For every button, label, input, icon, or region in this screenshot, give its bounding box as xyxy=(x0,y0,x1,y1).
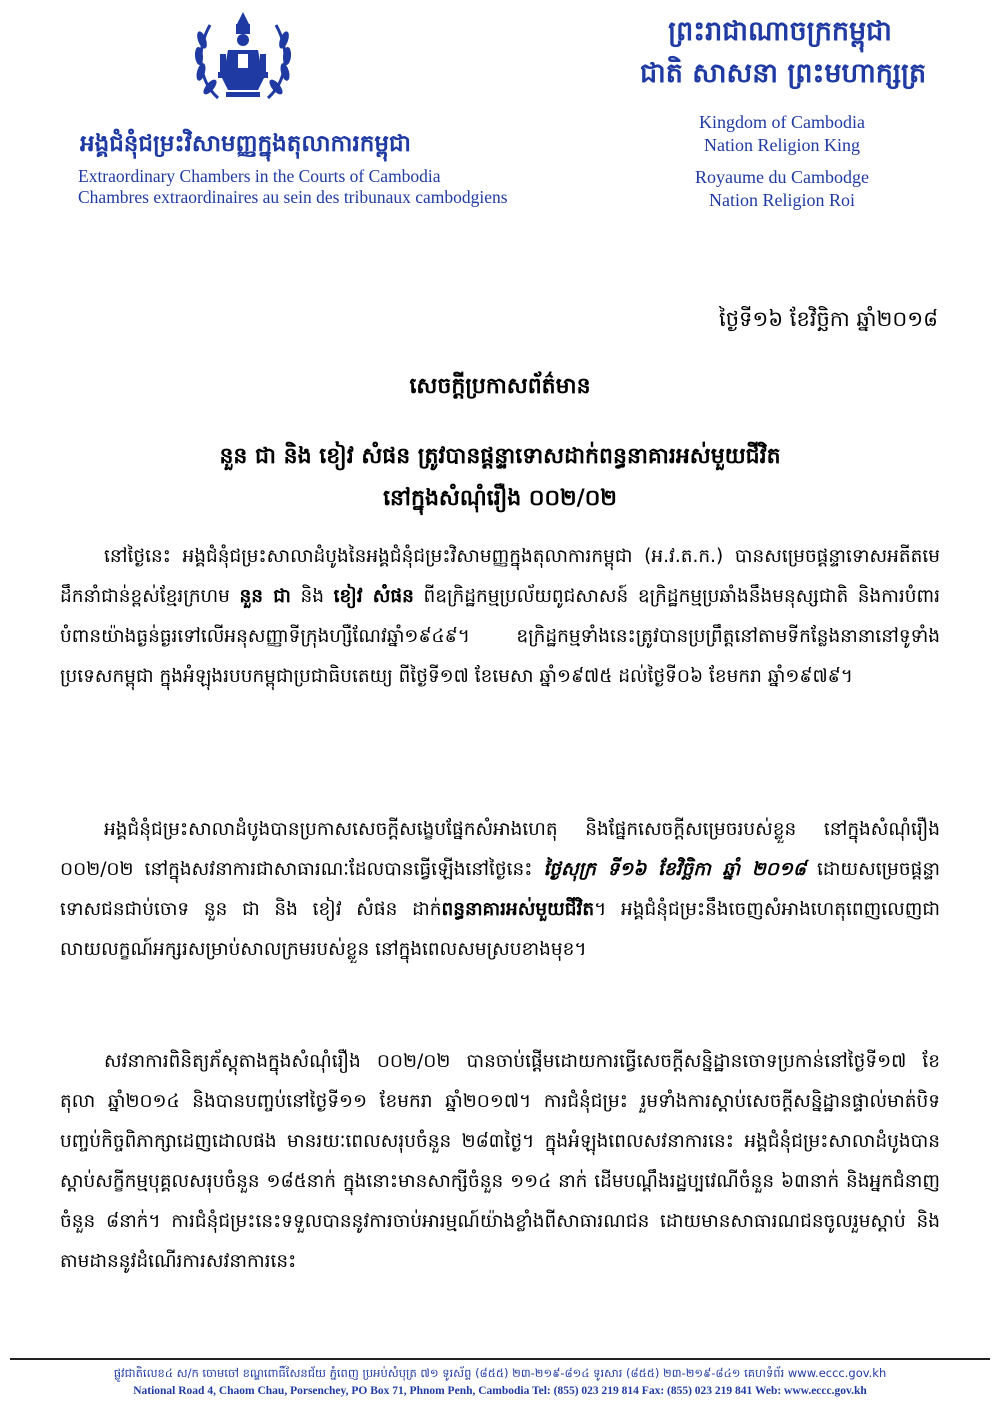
eccc-name-khmer: អង្គជំនុំជម្រះវិសាមញ្ញក្នុងតុលាការកម្ពុជា xyxy=(80,131,411,157)
kingdom-english-line2: Nation Religion King xyxy=(704,135,860,155)
kingdom-french-line2: Nation Religion Roi xyxy=(709,190,855,210)
accused-name-1: នួន ជា xyxy=(239,586,291,607)
sentence-text: ពន្ធនាគារអស់មួយជីវិត xyxy=(441,899,595,920)
document-title: សេចក្តីប្រកាសព័ត៌មាន xyxy=(409,374,591,399)
eccc-emblem-icon xyxy=(188,10,298,110)
footer-divider xyxy=(10,1358,990,1360)
paragraph-2 xyxy=(60,810,940,970)
paragraph-1 xyxy=(60,537,940,697)
letterhead xyxy=(0,0,1000,230)
kingdom-english-line1: Kingdom of Cambodia xyxy=(699,112,865,132)
document-date: ថ្ងៃទី១៦ ខែវិច្ឆិកា ឆ្នាំ២០១៨ xyxy=(719,307,938,331)
judgment-date: ថ្ងៃសុក្រ ទី១៦ ខែវិច្ឆិកា ឆ្នាំ ២០១៨ xyxy=(543,859,806,880)
eccc-name-french: Chambres extraordinaires au sein des tribunaux cambodgiens xyxy=(78,187,508,207)
footer-address-khmer: ផ្លូវជាតិលេខ៤ ស/ក ចោមចៅ ខណ្ឌពោធិ៍សែនជ័យ ភ្នំពេញ ប្រអប់សំបុត្រ ៧១ ទូរស័ព្ទ (៨៥៥) ២៣-២១៩-៨១៤ ទូរសារ (៨៥៥) ២៣-២១៩-៨៤១ គេហទំព័រ www.eccc.gov.kh xyxy=(113,1366,887,1380)
paragraph-1-text-a: នៅថ្ងៃនេះ អង្គជំនុំជម្រះសាលាដំបូងនៃអង្គជំនុំជម្រះវិសាមញ្ញក្នុងតុលាការកម្ពុជា (អ.វ.ត.ក.) បានសម្រេចផ្តន្ទាទោសអតីតមេដឹកនាំជាន់ខ្ពស់ខ្មែរក្រហម xyxy=(60,546,940,607)
subtitle-line2: នៅក្នុងសំណុំរឿង ០០២/០២ xyxy=(383,486,617,511)
eccc-name-english: Extraordinary Chambers in the Courts of Cambodia xyxy=(78,166,441,186)
paragraph-1-and: និង xyxy=(290,586,334,607)
accused-name-2: ខៀវ សំផន xyxy=(333,586,414,607)
footer-address-english: National Road 4, Chaom Chau, Porsenchey, PO Box 71, Phnom Penh, Cambodia Tel: (855) 023 219 814 Fax: (855) 023 219 841 Web: www.eccc.gov.kh xyxy=(133,1385,867,1397)
subtitle-line1: នួន ជា និង ខៀវ សំផន ត្រូវបានផ្តន្ទាទោសដាក់ពន្ធនាគារអស់មួយជីវិត xyxy=(219,444,781,469)
paragraph-2-text-a: អង្គជំនុំជម្រះសាលាដំបូងបានប្រកាសសេចក្តីសង្ខេបផ្នែកសំអាងហេតុ និងផ្នែកសេចក្តីសម្រេចរបស់ខ្លួន នៅក្នុងសំណុំរឿង ០០២/០២ នៅក្នុងសវនាការជាសាធារណៈដែលបានធ្វើឡើងនៅថ្ងៃនេះ xyxy=(60,819,940,880)
document-subtitle xyxy=(0,436,1000,520)
paragraph-2-text-c: ។ អង្គជំនុំជម្រះនឹងចេញសំអាងហេតុពេញលេញជាលាយលក្ខណ៍អក្សរសម្រាប់សាលក្រមរបស់ខ្លួន នៅក្នុងពេលសមស្របខាងមុខ។ xyxy=(60,899,940,960)
paragraph-3: សវនាការពិនិត្យភ័ស្តុតាងក្នុងសំណុំរឿង ០០២/០២ បានចាប់ផ្តើមដោយការធ្វើសេចក្តីសន្និដ្ឋានចោទប្រកាន់នៅថ្ងៃទី១៧ ខែតុលា ឆ្នាំ២០១៤ និងបានបញ្ចប់នៅថ្ងៃទី១១ ខែមករា ឆ្នាំ២០១៧។ ការជំនុំជម្រះ រួមទាំងការស្តាប់សេចក្តីសន្និដ្ឋានផ្ទាល់មាត់បិទបញ្ចប់កិច្ចពិភាក្សាដេញដោលផង មានរយៈពេលសរុបចំនួន ២៨៣ថ្ងៃ។ ក្នុងអំឡុងពេលសវនាការនេះ អង្គជំនុំជម្រះសាលាដំបូងបានស្តាប់សក្ខីកម្មបុគ្គលសរុបចំនួន ១៨៥នាក់ ក្នុងនោះមានសាក្សីចំនួន ១១៤ នាក់ ដើមបណ្តឹងរដ្ឋប្បវេណីចំនួន ៦៣នាក់ និងអ្នកជំនាញចំនួន ៨នាក់។ ការជំនុំជម្រះនេះទទួលបាននូវការចាប់អារម្មណ៍យ៉ាងខ្លាំងពីសាធារណជន ដោយមានសាធារណជនចូលរួមស្តាប់ និងតាមដាននូវដំណើរការសវនាការនេះ xyxy=(60,1051,940,1272)
kingdom-khmer-line1: ព្រះរាជាណាចក្រកម្ពុជា xyxy=(668,16,892,47)
paragraph-2-text-b: ដោយសម្រេចផ្តន្ទាទោសជនជាប់ចោទ នួន ជា និង ខៀវ សំផន ដាក់ xyxy=(60,859,941,920)
paragraph-1-text-b: ពីឧក្រិដ្ឋកម្មប្រល័យពូជសាសន៍ ឧក្រិដ្ឋកម្មប្រឆាំងនឹងមនុស្សជាតិ និងការបំពារបំពានយ៉ាងធ្ងន់ធ្ងរទៅលើអនុសញ្ញាទីក្រុងហ្សឺណែវឆ្នាំ១៩៤៩។ ឧក្រិដ្ឋកម្មទាំងនេះត្រូវបានប្រព្រឹត្តនៅតាមទីកន្លែងនានានៅទូទាំងប្រទេសកម្ពុជា ក្នុងអំឡុងរបបកម្ពុជាប្រជាធិបតេយ្យ ពីថ្ងៃទី១៧ ខែមេសា ឆ្នាំ១៩៧៥ ដល់ថ្ងៃទី០៦ ខែមករា ឆ្នាំ១៩៧៩។ xyxy=(60,586,941,687)
kingdom-khmer-line2: ជាតិ សាសនា ព្រះមហាក្សត្រ xyxy=(640,58,927,89)
kingdom-french-line1: Royaume du Cambodge xyxy=(695,167,869,187)
